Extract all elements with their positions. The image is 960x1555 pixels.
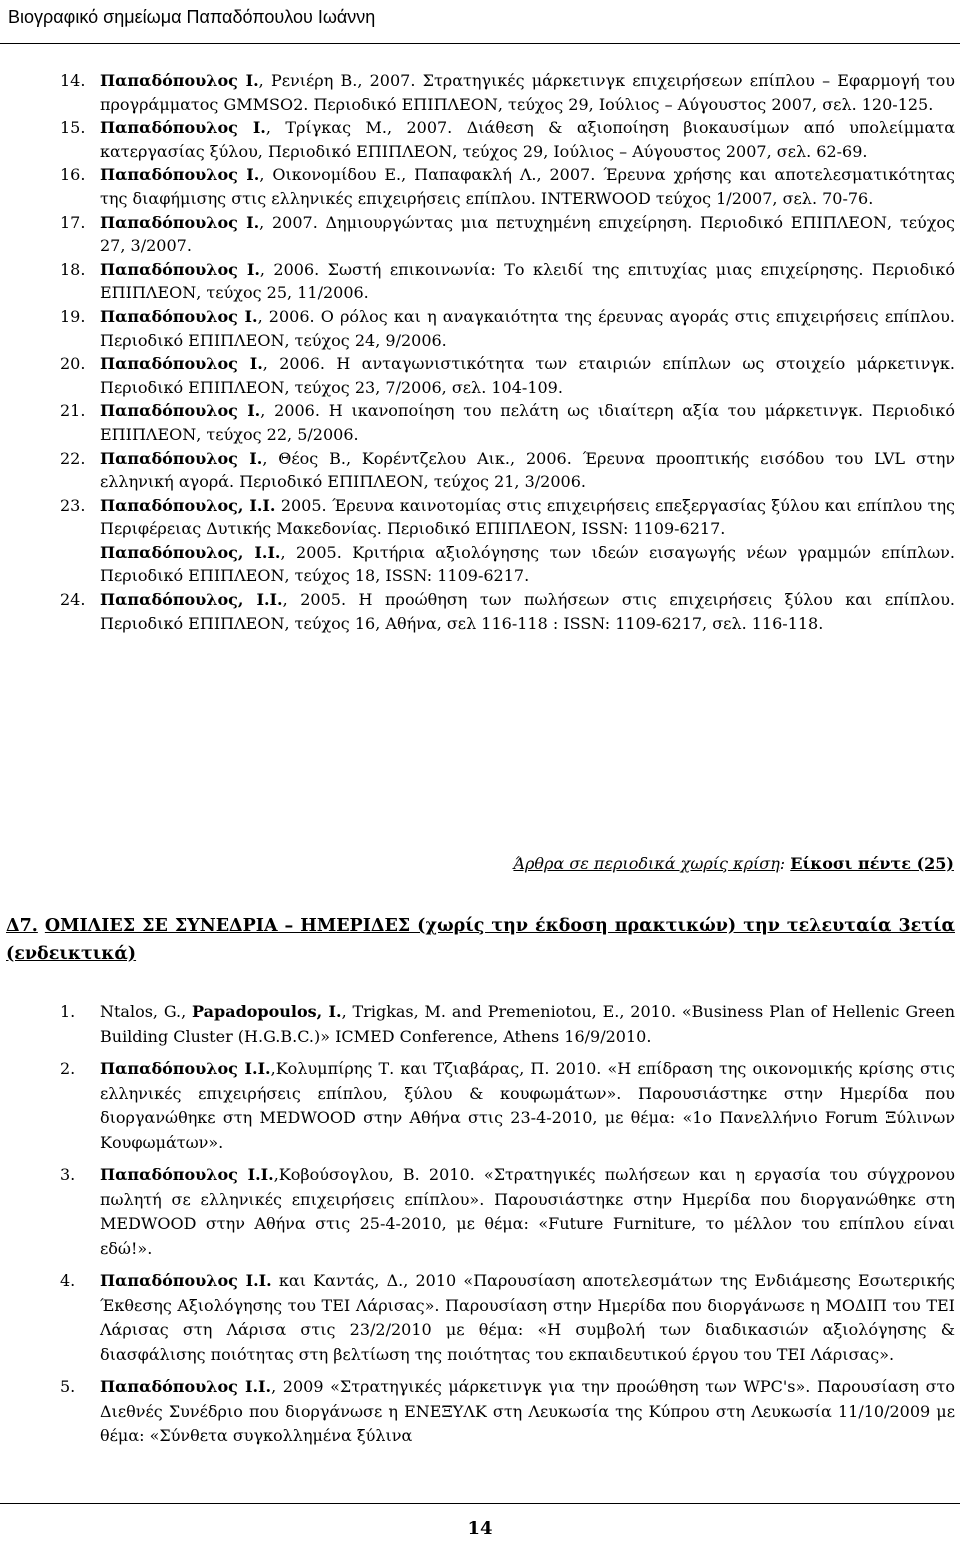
article-author: Παπαδόπουλος Ι. [100,212,260,232]
article-author: Παπαδόπουλος, Ι.Ι. [100,590,283,610]
section-heading [6,912,955,968]
footer-divider [0,1503,960,1504]
talk-text [100,1000,955,1049]
talk-author: Παπαδόπουλος Ι.Ι. [100,1377,272,1396]
talk-details: , Trigkas, M. and Premeniotou, E., 2010. «Business Plan of Hellenic Green Building Cluster (H.G.B.C.)» ICMED Conference, Athens 16/9/2010. [100,1002,955,1046]
article-text [100,494,955,541]
talk-author: Παπαδόπουλος Ι.Ι. [100,1271,272,1290]
article-details: 2005. Έρευνα καινοτομίας στις επιχειρήσεις επεξεργασίας ξύλου και επίπλου της Περιφέρειας Δυτικής Μακεδονίας. Περιοδικό ΕΠΙΠΛΕΟΝ, ISSN: 1109-6217. [100,495,956,539]
talk-number: 2. [60,1059,76,1078]
article-text [100,399,955,446]
article-details: , 2005. Κριτήρια αξιολόγησης των ιδεών εισαγωγής νέων γραμμών επίπλων. Περιοδικό ΕΠΙΠΛΕΟΝ, τεύχος 18, ISSN: 1109-6217. [100,542,955,586]
article-text [100,541,955,588]
article-number: 17. [60,212,86,232]
article-details: , Θέος Β., Κορέντζελου Αικ., 2006. Έρευνα προοπτικής εισόδου του LVL στην ελληνική αγορά. Περιοδικό ΕΠΙΠΛΕΟΝ, τεύχος 21, 3/2006. [100,448,956,492]
article-item [60,69,955,116]
article-author: Παπαδόπουλος Ι. [100,71,259,90]
article-item [60,447,955,494]
article-number: 16. [60,165,86,185]
article-text [100,163,955,210]
article-number: 18. [60,259,86,279]
article-text [100,69,955,116]
talk-number: 1. [60,1002,76,1021]
talk-item [60,1269,955,1367]
article-item [60,352,955,399]
article-text [100,258,955,305]
section-title: ΟΜΙΛΙΕΣ ΣΕ ΣΥΝΕΔΡΙΑ – ΗΜΕΡΙΔΕΣ (χωρίς την έκδοση πρακτικών) την τελευταία 3ετία (ενδεικτικά) [6,916,955,964]
article-details: , 2005. Η προώθηση των πωλήσεων στις επιχειρήσεις ξύλου και επίπλου. Περιοδικό ΕΠΙΠΛΕΟΝ, τεύχος 16, Αθήνα, σελ 116-118 : ISSN: 1109-6217, σελ. 116-118. [100,590,956,633]
article-item [60,116,955,163]
article-number: 20. [60,354,86,374]
header-divider [0,43,960,44]
article-author: Παπαδόπουλος Ι. [100,354,263,374]
article-text [100,305,955,352]
article-text [100,211,955,258]
article-details: , Οικονομίδου Ε., Παπαφακλή Λ., 2007. Έρευνα χρήσης και αποτελεσματικότητας της διαφήμισης στις ελληνικές επιχειρήσεις επίπλου. INTERWOOD τεύχος 1/2007, σελ. 70-76. [100,165,956,208]
talk-text [100,1057,955,1155]
article-number: 21. [60,401,86,421]
article-author: Παπαδόπουλος Ι. [100,165,260,185]
article-details: , 2007. Δημιουργώντας μια πετυχημένη επιχείρηση. Περιοδικό ΕΠΙΠΛΕΟΝ, τεύχος 27, 3/2007. [100,212,956,256]
article-details: , 2006. Η ικανοποίηση του πελάτη ως ιδιαίτερη αξία του μάρκετινγκ. Περιοδικό ΕΠΙΠΛΕΟΝ, τεύχος 22, 5/2006. [100,401,956,444]
article-author: Παπαδόπουλος, Ι.Ι. [100,542,281,562]
page-number: 14 [467,1518,493,1539]
article-details: , 2006. Η ανταγωνιστικότητα των εταιριών επίπλων ως στοιχείο μάρκετινγκ. Περιοδικό ΕΠΙΠΛΕΟΝ, τεύχος 23, 7/2006, σελ. 104-109. [100,354,955,397]
article-text [100,116,955,163]
article-author: Παπαδόπουλος Ι. [100,401,261,421]
article-item [60,588,955,635]
article-details: , Ρενιέρη Β., 2007. Στρατηγικές μάρκετινγκ επιχειρήσεων επίπλου – Εφαρμογή του προγράμματος GMMSO2. Περιοδικό ΕΠΙΠΛΕΟΝ, τεύχος 29, Ιούλιος – Αύγουστος 2007, σελ. 120-125. [100,71,955,114]
talk-author: Papadopoulos, I. [192,1002,342,1021]
article-item [60,541,955,588]
article-number: 24. [60,590,86,610]
articles-list [60,69,955,635]
article-text [100,352,955,399]
talk-text [100,1163,955,1261]
talk-number: 3. [60,1165,76,1184]
summary-label: Άρθρα σε περιοδικά χωρίς κρίση [513,854,780,873]
article-number: 22. [60,448,86,468]
talk-details: , 2009 «Στρατηγικές μάρκετινγκ για την προώθηση των WPC's». Παρουσίαση στο Διεθνές Συνέδριο που διοργάνωσε η ΕΝΕΞΥΛΚ στη Λευκωσία της Κύπρου στη Λευκωσία 11/10/2009 με θέμα: «Σύνθετα συγκολλημένα ξύλινα [100,1377,956,1445]
page-header-title: Βιογραφικό σημείωμα Παπαδόπουλου Ιωάννη [8,7,376,27]
talk-author: Παπαδόπουλος Ι.Ι. [100,1165,274,1184]
article-number: 19. [60,306,86,326]
article-item [60,399,955,446]
talk-details: ,Κοβούσογλου, Β. 2010. «Στρατηγικές πωλήσεων και η εργασία του σύγχρονου πωλητή σε ελληνικές επιχειρήσεις επίπλου». Παρουσιάστηκε στην Ημερίδα που διοργανώθηκε στη MEDWOOD στην Αθήνα στις 25-4-2010, με θέμα: «Future Furniture, το μέλλον του επίπλου είναι εδώ!». [100,1165,955,1258]
article-item [60,258,955,305]
talk-text [100,1269,955,1367]
article-author: Παπαδόπουλος, Ι.Ι. [100,495,276,515]
summary-separator: : [779,854,791,873]
article-author: Παπαδόπουλος Ι. [100,306,258,326]
talks-list [60,1000,955,1457]
talk-details: ,Κολυμπίρης Τ. και Τζιαβάρας, Π. 2010. «Η επίδραση της οικονομικής κρίσης στις ελληνικές επιχειρήσεις επίπλου, ξύλου & κουφωμάτων». Παρουσιάστηκε στην Ημερίδα που διοργανώθηκε στη MEDWOOD στην Αθήνα στις 23-4-2010, με θέμα: «1ο Πανελλήνιο Forum Ξύλινων Κουφωμάτων». [100,1059,955,1152]
article-author: Παπαδόπουλος Ι. [100,448,263,468]
article-item [60,211,955,258]
article-text [100,447,955,494]
talk-item [60,1000,955,1049]
talk-details: και Καντάς, Δ., 2010 «Παρουσίαση αποτελεσμάτων της Ενδιάμεσης Εσωτερικής Έκθεσης Αξιολόγησης του ΤΕΙ Λάρισας». Παρουσίαση στην Ημερίδα που διοργάνωσε η ΜΟΔΙΠ του ΤΕΙ Λάρισας στη Λάρισα στις 23/2/2010 με θέμα: «Η συμβολή των διαδικασιών αξιολόγησης & διασφάλισης ποιότητας στη βελτίωση της ποιότητας του εκπαιδευτικού έργου του ΤΕΙ Λάρισας». [100,1271,955,1364]
talk-text [100,1375,955,1449]
article-number: 23. [60,495,86,515]
article-item [60,305,955,352]
article-item [60,494,955,541]
summary-count: (25) [911,854,954,873]
article-number: 14. [60,71,86,90]
articles-summary [513,852,954,876]
article-details: , 2006. Σωστή επικοινωνία: Το κλειδί της επιτυχίας μιας επιχείρησης. Περιοδικό ΕΠΙΠΛΕΟΝ, τεύχος 25, 11/2006. [100,259,955,303]
article-author: Παπαδόπουλος Ι. [100,118,266,138]
talk-item [60,1163,955,1261]
summary-value: Είκοσι πέντε [790,854,912,873]
talk-number: 4. [60,1271,76,1290]
article-text [100,588,955,635]
talk-item [60,1057,955,1155]
section-number: Δ7. [6,916,38,936]
talk-author: Παπαδόπουλος Ι.Ι. [100,1059,271,1078]
article-details: , 2006. Ο ρόλος και η αναγκαιότητα της έρευνας αγοράς στις επιχειρήσεις επίπλου. Περιοδικό ΕΠΙΠΛΕΟΝ, τεύχος 24, 9/2006. [100,306,955,350]
article-details: , Τρίγκας Μ., 2007. Διάθεση & αξιοποίηση βιοκαυσίμων από υπολείμματα κατεργασίας ξύλου, Περιοδικό ΕΠΙΠΛΕΟΝ, τεύχος 29, Ιούλιος – Αύγουστος 2007, σελ. 62-69. [100,118,955,161]
article-number: 15. [60,118,86,138]
article-author: Παπαδόπουλος Ι. [100,259,260,279]
talk-number: 5. [60,1377,76,1396]
talk-item [60,1375,955,1449]
talk-coauthors: Ntalos, G., [100,1002,193,1021]
article-item [60,163,955,210]
